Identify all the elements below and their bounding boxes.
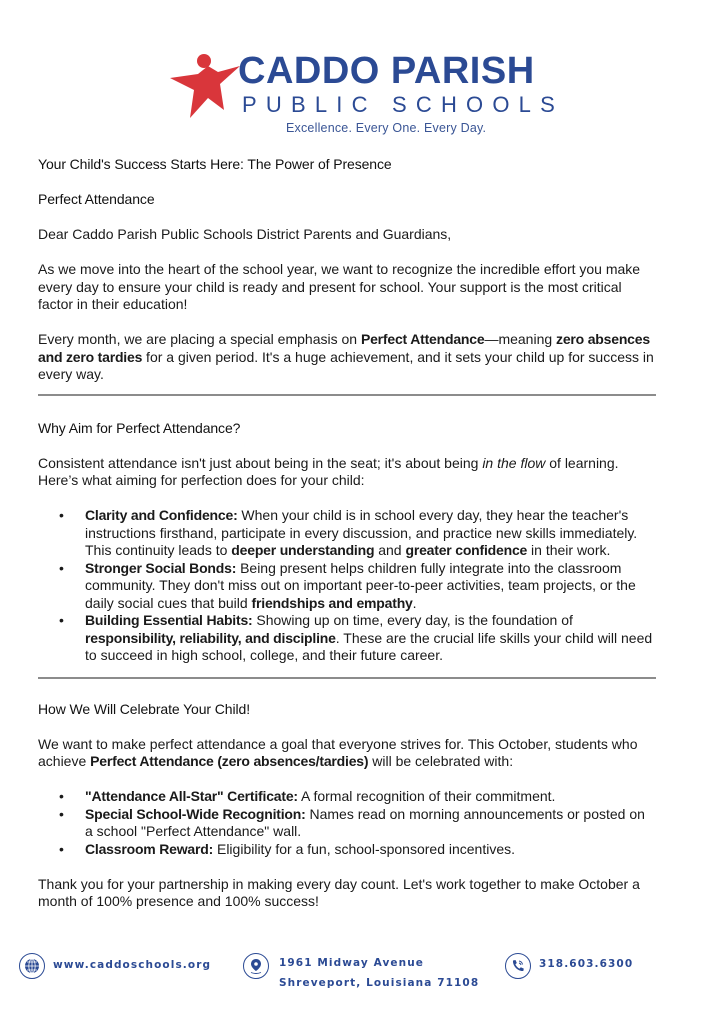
letter-body	[38, 156, 656, 911]
list-item: • Clarity and Confidence: When your child is in school every day, they hear the teacher's instructions firsthand, participate in every discussion, and practice new skills immediately. This continuity leads to deeper understanding and greater confidence in their work.	[85, 507, 656, 560]
star-figure-icon	[168, 52, 242, 120]
website-link[interactable]: www.caddoschools.org	[53, 959, 212, 971]
letter-title: Your Child's Success Starts Here: The Power of Presence	[38, 156, 392, 172]
list-item: • Stronger Social Bonds: Being present helps children fully integrate into the classroom community. They don't miss out on important peer-to-peer activities, team projects, or the daily social cues that build friendships and empathy.	[85, 560, 656, 613]
celebrate-list	[38, 788, 656, 858]
why-list	[38, 507, 656, 665]
list-item: • Building Essential Habits: Showing up on time, every day, is the foundation of responsibility, reliability, and discipline. These are the crucial life skills your child will need to succeed in high school, college, and their future career.	[85, 612, 656, 665]
logo-tagline: Excellence. Every One. Every Day.	[286, 121, 487, 135]
address-line-1: 1961 Midway Avenue	[279, 957, 424, 969]
address-line-2: Shreveport, Louisiana 71108	[279, 977, 480, 989]
location-pin-icon	[243, 953, 269, 979]
closing-paragraph: Thank you for your partnership in making every day count. Let's work together to make October a month of 100% presence and 100% success!	[38, 875, 640, 909]
district-logo	[168, 48, 564, 140]
logo-name-main: CADDO PARISH	[238, 50, 535, 92]
celebrate-heading: How We Will Celebrate Your Child!	[38, 700, 250, 717]
intro-paragraph-1: As we move into the heart of the school year, we want to recognize the incredible effort you make every day to ensure your child is ready and present for school. Your support is the most critical factor in their education!	[38, 261, 641, 312]
list-item: • Classroom Reward: Eligibility for a fun, school-sponsored incentives.	[85, 841, 656, 859]
contact-footer	[0, 948, 702, 998]
intro-paragraph-2: Every month, we are placing a special emphasis on Perfect Attendance—meaning zero absences and zero tardies for a given period. It's a huge achievement, and it sets your child up for success in every way.	[38, 331, 654, 382]
logo-name-sub: PUBLIC SCHOOLS	[242, 92, 564, 117]
greeting: Dear Caddo Parish Public Schools District Parents and Guardians,	[38, 226, 452, 242]
list-item: • "Attendance All-Star" Certificate: A formal recognition of their commitment.	[85, 788, 656, 806]
why-heading: Why Aim for Perfect Attendance?	[38, 419, 241, 436]
list-item: • Special School-Wide Recognition: Names read on morning announcements or posted on a school "Perfect Attendance" wall.	[85, 806, 656, 841]
phone-link[interactable]: 318.603.6300	[539, 958, 634, 970]
why-intro: Consistent attendance isn't just about being in the seat; it's about being in the flow of learning. Here’s what aiming for perfection does for your child:	[38, 454, 619, 488]
phone-icon	[505, 953, 531, 979]
letter-subtitle: Perfect Attendance	[38, 191, 155, 207]
celebrate-intro: We want to make perfect attendance a goal that everyone strives for. This October, students who achieve Perfect Attendance (zero absences/tardies) will be celebrated with:	[38, 735, 638, 769]
globe-icon	[19, 953, 45, 979]
